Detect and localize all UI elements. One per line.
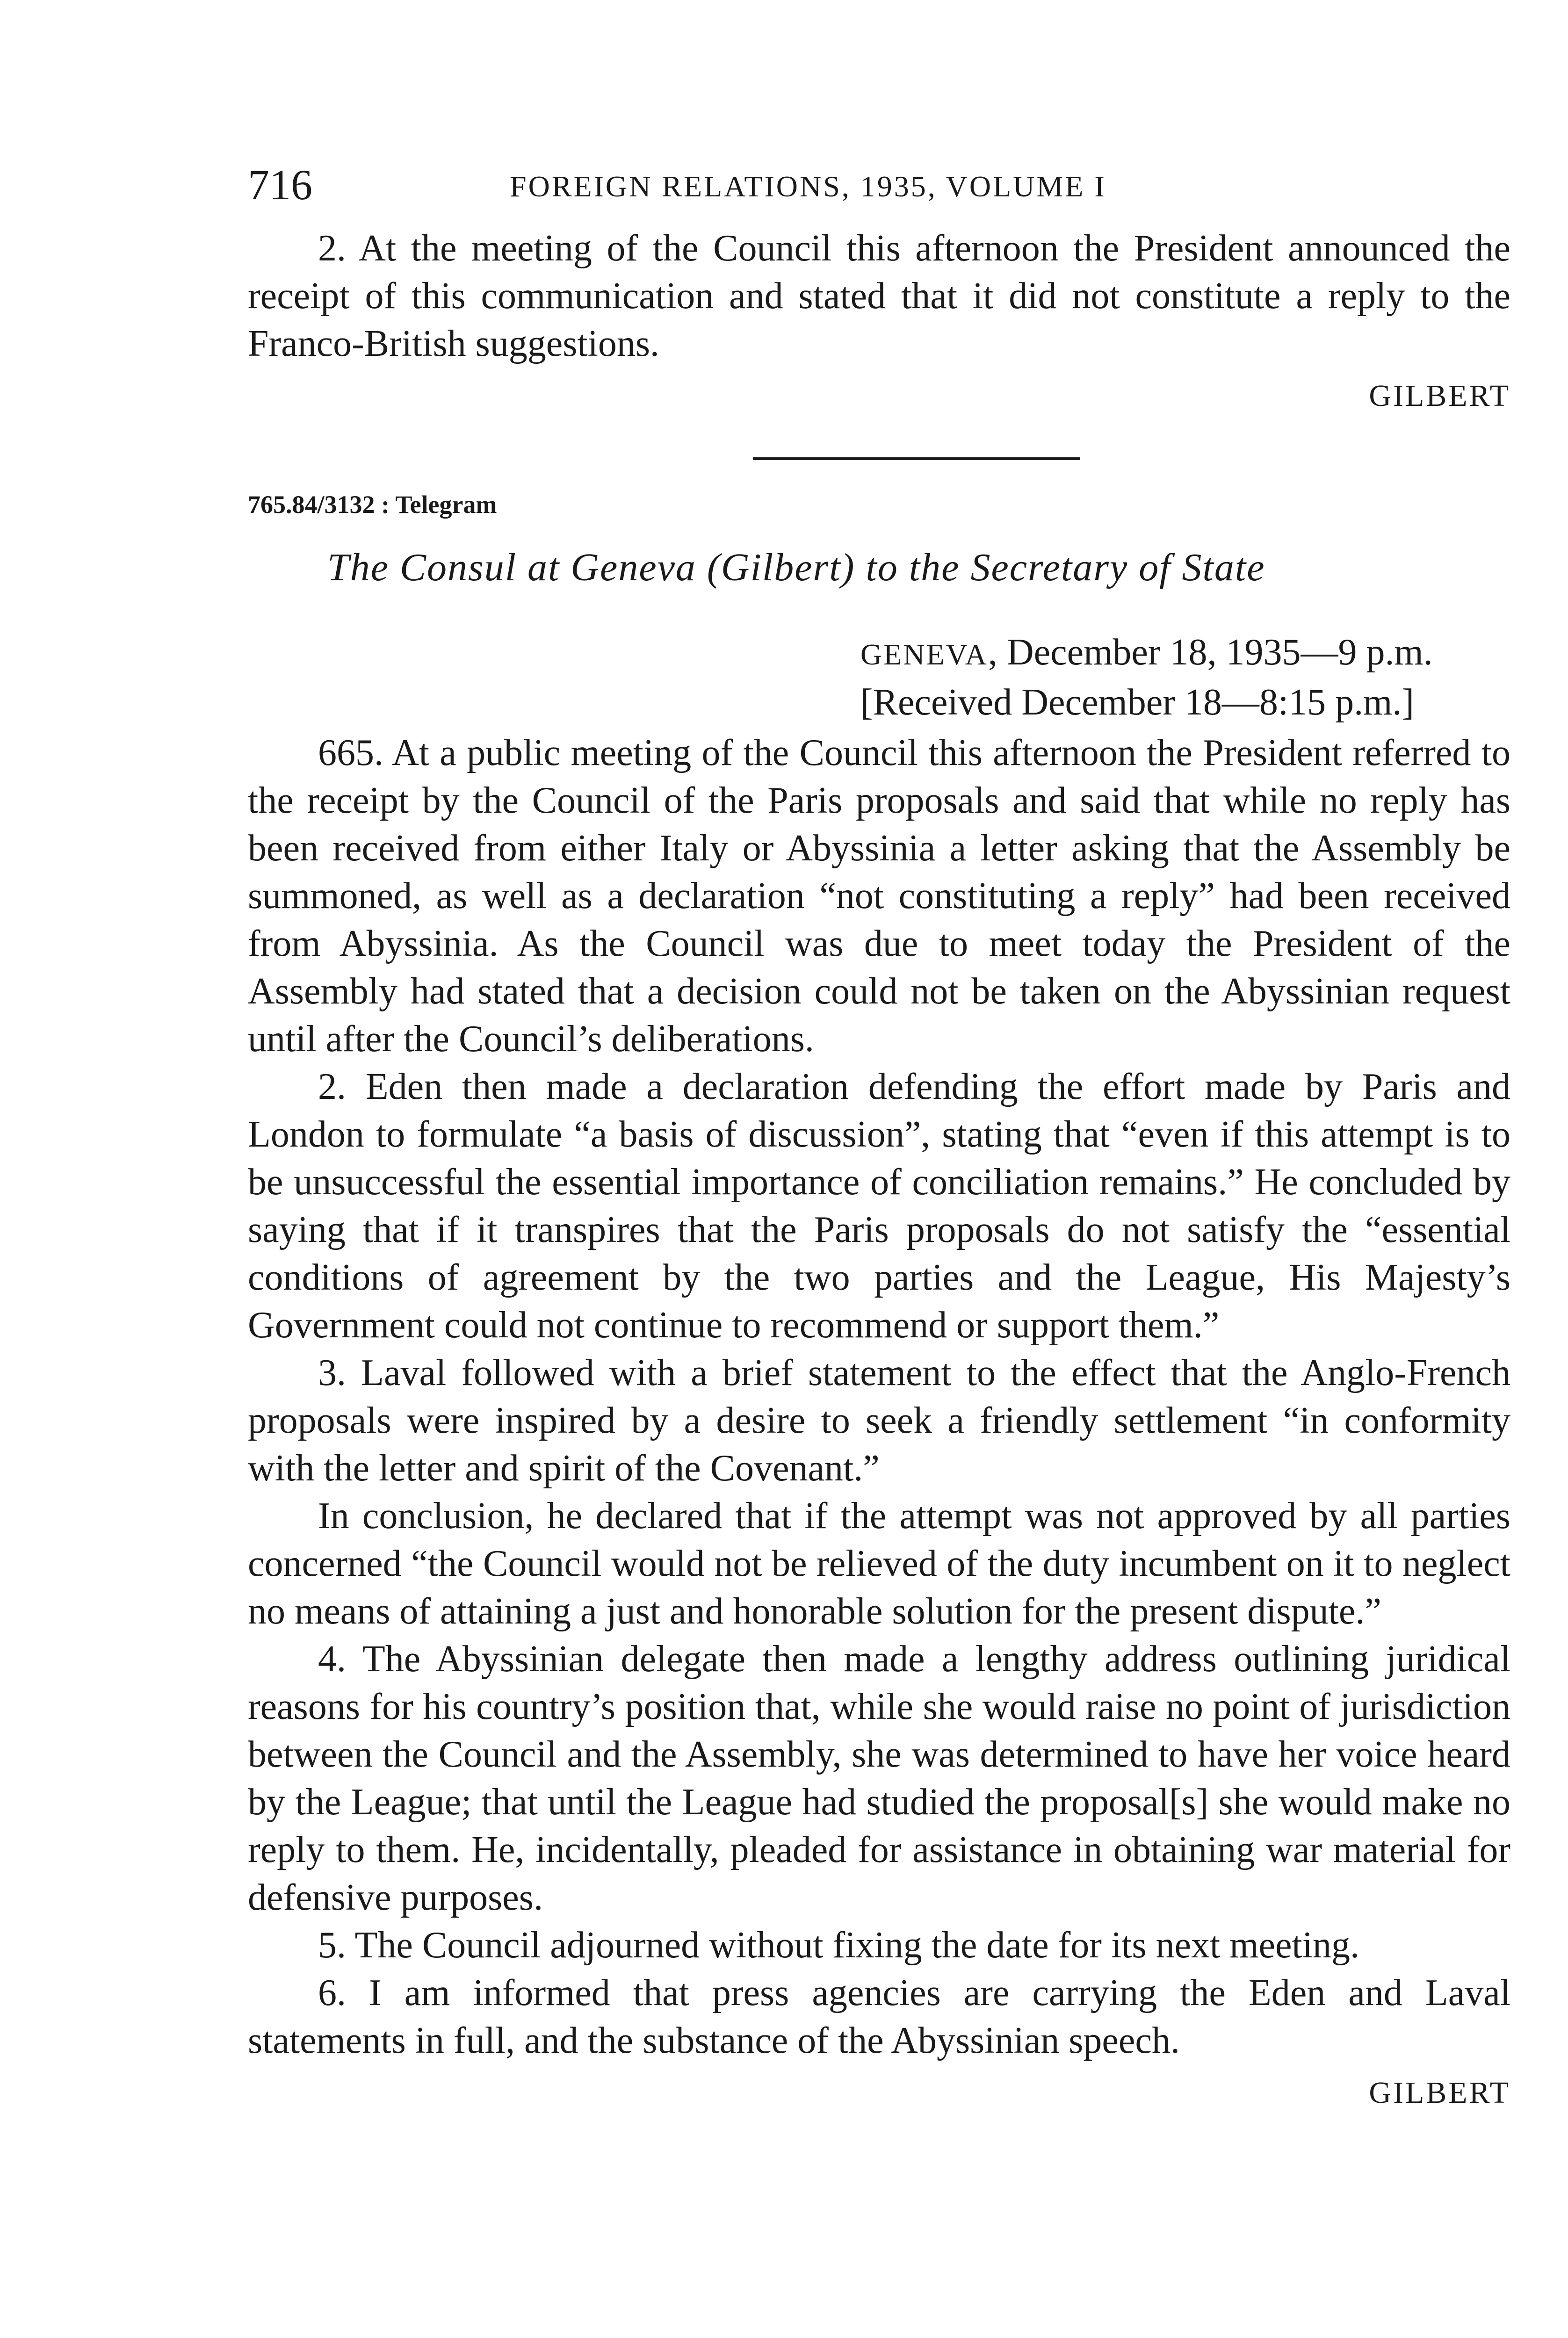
paragraph-4: 4. The Abyssinian delegate then made a lengthy address outlining juridical reasons for his country’s position that, while she would raise no point of jurisdiction between the Council and the Assembly, she was determined to have her voice heard by the League; that until the League had studied the proposal[s] she would make no reply to them. He, incidentally, pleaded for assistance in obtaining war material for defensive purposes.	[248, 1638, 1510, 1918]
dateline-received: [Received December 18—8:15 p.m.]	[860, 682, 1415, 723]
file-reference: 765.84/3132 : Telegram	[248, 491, 497, 519]
document-body	[248, 729, 1510, 2064]
paragraph-665: 665. At a public meeting of the Council this afternoon the President referred to the receipt by the Council of the Paris proposals and said that while no reply has been received from either Italy or Abyssinia a letter asking that the Assembly be summoned, as well as a declaration “not constituting a reply” had been received from Abyssinia. As the Council was due to meet today the President of the Assembly had stated that a decision could not be taken on the Abyssinian request until after the Council’s deliberations.	[248, 732, 1510, 1060]
paragraph-2: 2. Eden then made a declaration defending the effort made by Paris and London to formulate “a basis of discussion”, stating that “even if this attempt is to be unsuccessful the essential importance of conciliation remains.” He concluded by saying that if it transpires that the Paris proposals do not satisfy the “essential conditions of agreement by the two parties and the League, His Majesty’s Government could not continue to recommend or support them.”	[248, 1066, 1510, 1346]
prev-document-signature: GILBERT	[1369, 379, 1510, 413]
prev-document-paragraph: 2. At the meeting of the Council this afternoon the President announced the receipt of this communication and stated that it did not constitute a reply to the Franco-British suggestions.	[248, 228, 1510, 364]
document-page	[248, 159, 1510, 2117]
dateline-place: GENEVA	[860, 638, 988, 671]
paragraph-6: 6. I am informed that press agencies are carrying the Eden and Laval statements in full, and the substance of the Abyssinian speech.	[248, 1972, 1510, 2061]
section-divider	[753, 457, 1080, 460]
page-number: 716	[248, 161, 312, 209]
dateline-sent-time: , December 18, 1935—9 p.m.	[988, 632, 1433, 673]
dateline	[248, 628, 1510, 726]
running-head-title: FOREIGN RELATIONS, 1935, VOLUME I	[510, 170, 1106, 203]
paragraph-5: 5. The Council adjourned without fixing the date for its next meeting.	[318, 1925, 1359, 1966]
running-head	[248, 159, 1510, 224]
document-signature: GILBERT	[1369, 2076, 1510, 2110]
paragraph-conclusion: In conclusion, he declared that if the attempt was not approved by all parties concerned “the Council would not be relieved of the duty incumbent on it to neglect no means of attaining a just and honorable solution for the present dispute.”	[248, 1495, 1510, 1632]
document-heading: The Consul at Geneva (Gilbert) to the Secretary of State	[327, 546, 1265, 589]
dateline-sent	[860, 628, 1510, 678]
paragraph-3: 3. Laval followed with a brief statement to the effect that the Anglo-French proposals were inspired by a desire to seek a friendly settlement “in conformity with the letter and spirit of the Covenant.”	[248, 1352, 1510, 1489]
